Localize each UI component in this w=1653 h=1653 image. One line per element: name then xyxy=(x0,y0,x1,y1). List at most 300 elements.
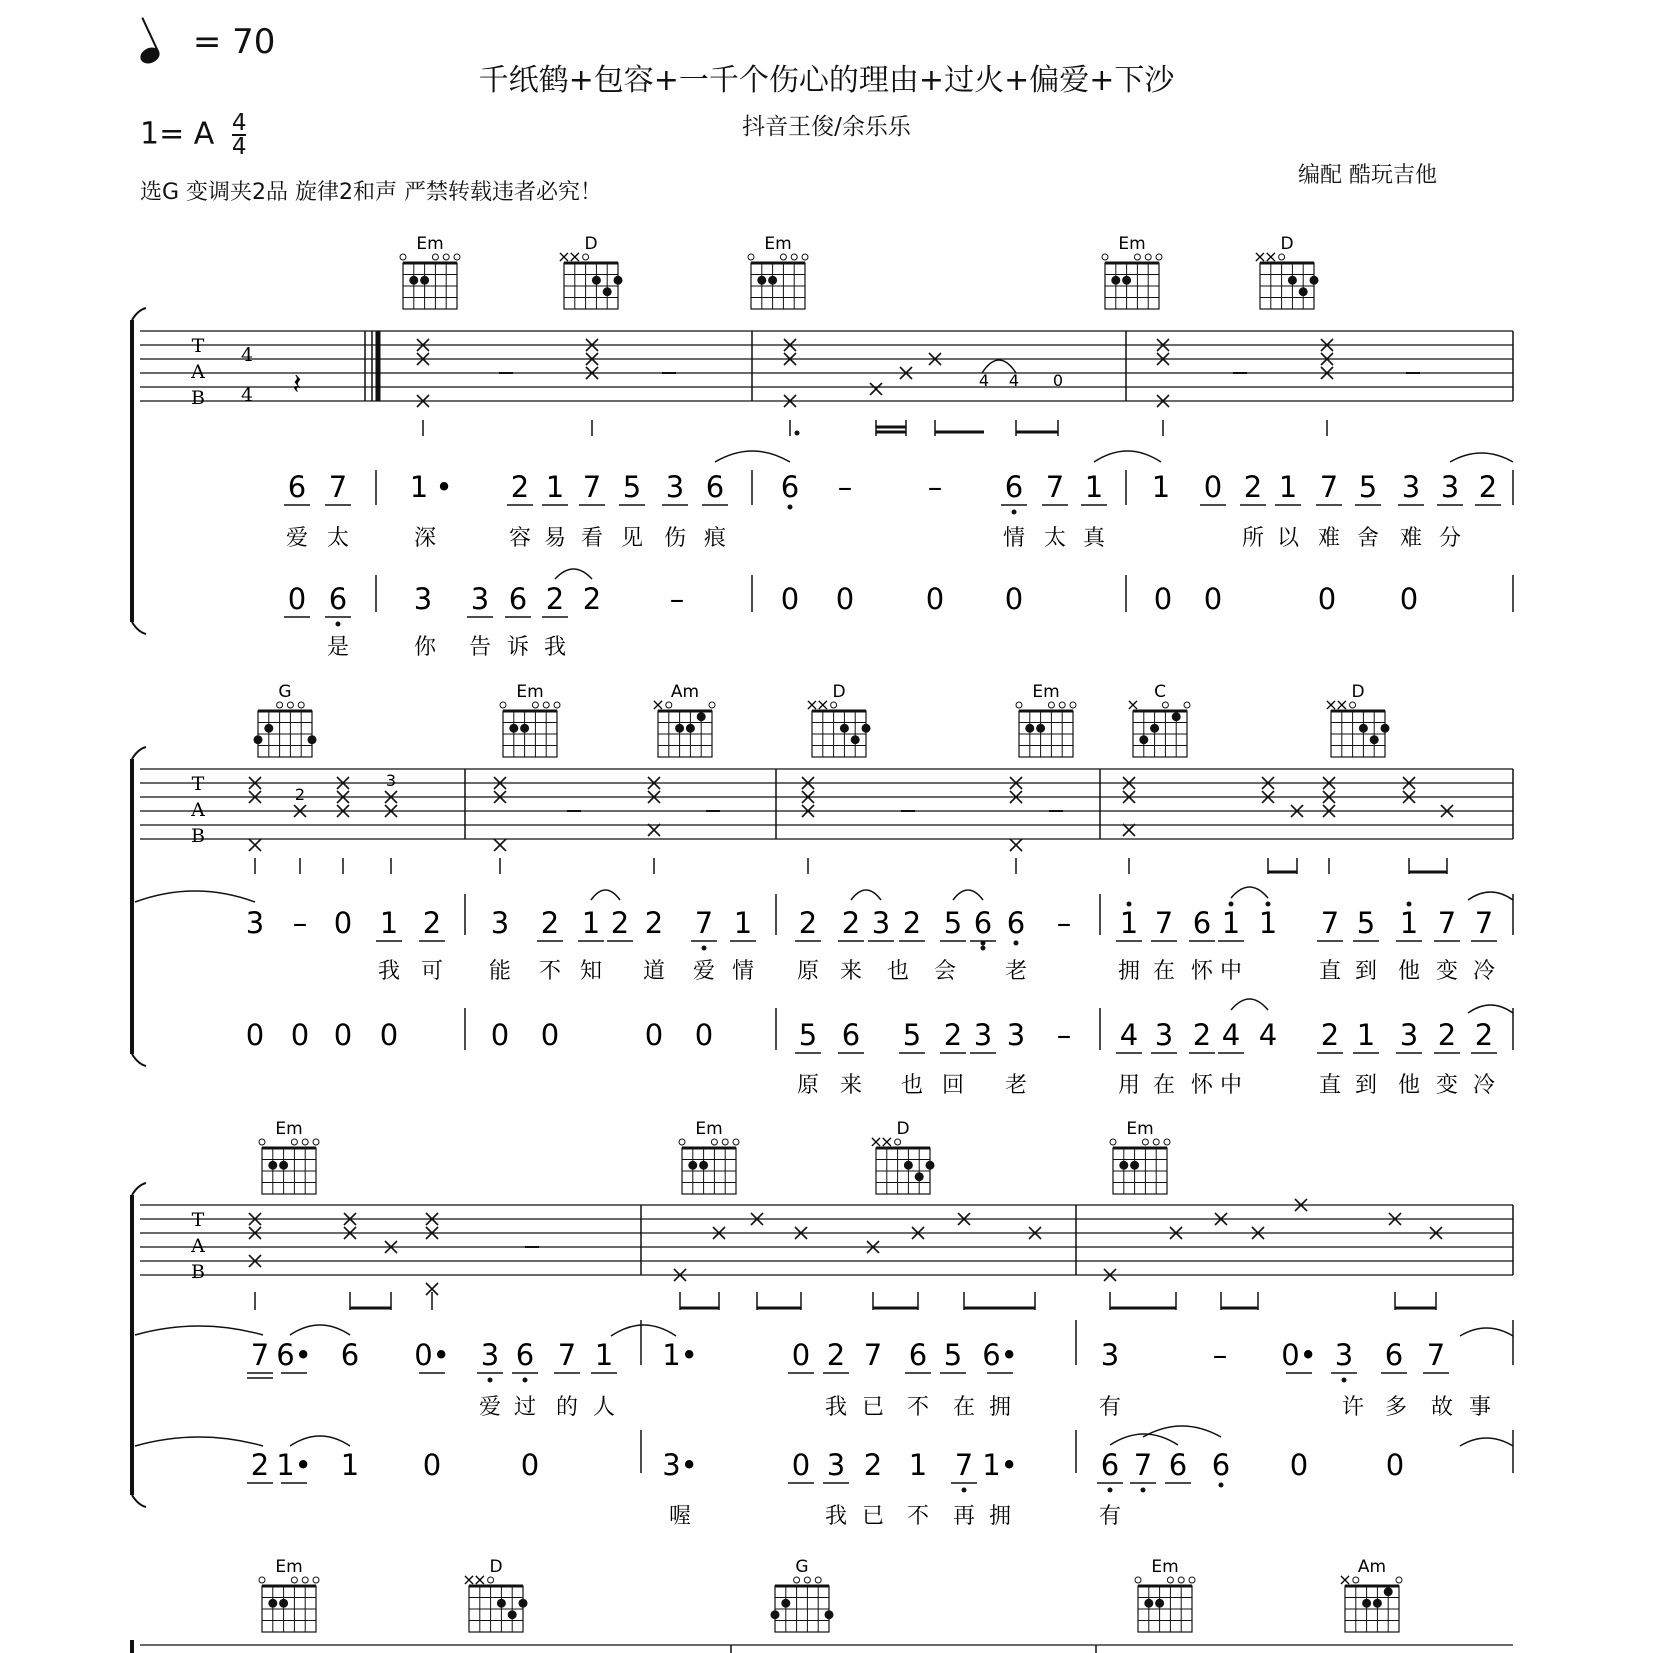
melody-note: 7 xyxy=(694,906,714,940)
open-string-marker xyxy=(1162,702,1168,708)
tab-fret-number: 3 xyxy=(385,771,397,790)
finger-dot xyxy=(603,287,612,296)
chord-name: D xyxy=(896,1119,910,1139)
melody-note: 5 xyxy=(943,1338,963,1372)
finger-dot xyxy=(509,724,518,733)
melody-note: – xyxy=(927,470,943,504)
lyric-char: 冷 xyxy=(1472,1073,1496,1098)
finger-dot xyxy=(699,1161,708,1170)
tie-slur xyxy=(135,891,255,902)
finger-dot xyxy=(519,1599,528,1608)
finger-dot xyxy=(497,1599,506,1608)
tab-label-b: B xyxy=(191,1261,205,1283)
melody-note: 3 xyxy=(665,470,685,504)
melody-note: 3 xyxy=(1334,1338,1354,1372)
muted-string-marker: × xyxy=(1264,247,1278,266)
lyric-char: 原 xyxy=(796,1073,820,1098)
finger-dot xyxy=(1288,276,1297,285)
finger-dot xyxy=(1373,1599,1382,1608)
melody-note: 2 xyxy=(1243,470,1263,504)
chord-name: D xyxy=(832,682,846,702)
finger-dot xyxy=(1119,1161,1128,1170)
harmony-note: 0 xyxy=(1399,582,1419,616)
system-bracket xyxy=(132,747,146,759)
muted-string-marker: × xyxy=(1338,1570,1352,1589)
harmony-note: 6 xyxy=(841,1018,861,1052)
high-octave-dot xyxy=(1127,902,1132,907)
melody-note: 2 xyxy=(510,470,530,504)
muted-string-marker: × xyxy=(1335,695,1349,714)
low-octave-dot xyxy=(788,505,793,510)
harmony-note: 5 xyxy=(902,1018,922,1052)
harmony-note: 0 xyxy=(245,1018,265,1052)
melody-note: 1 xyxy=(1151,470,1171,504)
lyric-char: 老 xyxy=(1004,1073,1028,1098)
muted-string-marker: × xyxy=(816,695,830,714)
low-octave-dot xyxy=(1219,1483,1224,1488)
open-string-marker xyxy=(1145,254,1151,260)
harmony-note: – xyxy=(1056,1018,1072,1052)
open-string-marker xyxy=(1048,702,1054,708)
open-string-marker xyxy=(1178,1577,1184,1583)
lyric-char: 拥 xyxy=(988,1395,1012,1420)
lyric-char: 变 xyxy=(1435,959,1459,984)
melody-note: 1 xyxy=(733,906,753,940)
finger-dot xyxy=(1144,1599,1153,1608)
finger-dot xyxy=(268,1599,277,1608)
open-string-marker xyxy=(500,702,506,708)
melody-note: 1 xyxy=(1258,906,1278,940)
melody-note: 7 xyxy=(1437,906,1457,940)
lyric-char: 许 xyxy=(1341,1395,1365,1420)
lyric-char: 难 xyxy=(1399,526,1423,551)
melody-note: 3 xyxy=(480,1338,500,1372)
melody-note: 6 xyxy=(1004,470,1024,504)
finger-dot xyxy=(851,735,860,744)
lyric-char: 爱 xyxy=(692,959,716,984)
melody-note: 2 xyxy=(826,1338,846,1372)
chord-name: Em xyxy=(1032,682,1060,702)
chord-name: Em xyxy=(516,682,544,702)
open-string-marker xyxy=(1396,1577,1402,1583)
rest-icon: 𝄽 xyxy=(292,367,302,401)
harmony-note: 0 xyxy=(694,1018,714,1052)
open-string-marker xyxy=(802,254,808,260)
melody-note: 2 xyxy=(798,906,818,940)
finger-dot xyxy=(1381,724,1390,733)
dot xyxy=(795,431,800,436)
finger-dot xyxy=(1362,1599,1371,1608)
page-subtitle: 抖音王俊/余乐乐 xyxy=(742,114,911,140)
lyric-char: 在 xyxy=(1152,1073,1176,1098)
lyric-char: 不 xyxy=(906,1504,930,1529)
lyric-char: 难 xyxy=(1317,526,1341,551)
open-string-marker xyxy=(532,702,538,708)
lyric-char: 情 xyxy=(1002,526,1026,551)
tab-fret-number: 0 xyxy=(1052,371,1064,390)
lyric-char: 痕 xyxy=(703,526,727,551)
lyric-char: 诉 xyxy=(506,635,530,660)
open-string-marker xyxy=(748,254,754,260)
harmony-note: 3 xyxy=(973,1018,993,1052)
lyric-char: 太 xyxy=(1043,526,1067,551)
melody-note: 6 xyxy=(908,1338,928,1372)
melody-note: 3 xyxy=(1401,470,1421,504)
low-octave-dot xyxy=(488,1378,493,1383)
open-string-marker xyxy=(400,254,406,260)
melody-note: 7 xyxy=(1426,1338,1446,1372)
open-string-marker xyxy=(287,702,293,708)
melody-note: 1 xyxy=(1399,906,1419,940)
chord-name: Em xyxy=(1118,234,1146,254)
chord-name: Em xyxy=(1151,1557,1179,1577)
melody-note: 1 xyxy=(594,1338,614,1372)
chord-name: Am xyxy=(670,682,700,702)
tie-slur xyxy=(135,1437,263,1446)
finger-dot xyxy=(1370,735,1379,744)
open-string-marker xyxy=(831,702,837,708)
harmony-note: 2 xyxy=(1437,1018,1457,1052)
open-string-marker xyxy=(277,702,283,708)
system-bracket xyxy=(132,1183,146,1195)
finger-dot xyxy=(1310,276,1319,285)
finger-dot xyxy=(279,1161,288,1170)
lyric-char: 直 xyxy=(1318,959,1342,984)
lyric-char: 太 xyxy=(326,526,350,551)
melody-note: 7 xyxy=(328,470,348,504)
finger-dot xyxy=(768,276,777,285)
finger-dot xyxy=(697,712,706,721)
open-string-marker xyxy=(1350,702,1356,708)
lyric-char: 老 xyxy=(1004,959,1028,984)
open-string-marker xyxy=(1189,1577,1195,1583)
harmony-note: 2 xyxy=(943,1018,963,1052)
harmony-note: 2 xyxy=(863,1448,883,1482)
melody-note: 7 xyxy=(250,1338,270,1372)
open-string-marker xyxy=(488,1577,494,1583)
finger-dot xyxy=(1130,1161,1139,1170)
harmony-note: 0 xyxy=(644,1018,664,1052)
melody-note: 2 xyxy=(841,906,861,940)
tie-slur xyxy=(1468,892,1513,900)
lyric-char: 在 xyxy=(952,1395,976,1420)
lyric-char: 也 xyxy=(886,959,910,984)
finger-dot xyxy=(264,724,273,733)
melody-note: 6 xyxy=(1384,1338,1404,1372)
harmony-note: 3 xyxy=(470,582,490,616)
open-string-marker xyxy=(259,1577,265,1583)
lyric-char: 情 xyxy=(731,959,755,984)
lyric-char: 直 xyxy=(1318,1073,1342,1098)
lyric-char: 见 xyxy=(620,526,644,551)
melody-note: 6 xyxy=(705,470,725,504)
finger-dot xyxy=(1111,276,1120,285)
low-octave-dot xyxy=(1342,1378,1347,1383)
lyric-char: 不 xyxy=(906,1395,930,1420)
finger-dot xyxy=(1359,724,1368,733)
chord-name: Em xyxy=(695,1119,723,1139)
lyric-char: 人 xyxy=(592,1395,616,1420)
chord-name: Em xyxy=(416,234,444,254)
melody-note: 5 xyxy=(1356,906,1376,940)
melody-note: 2 xyxy=(1478,470,1498,504)
tie-slur xyxy=(290,1325,350,1335)
open-string-marker xyxy=(711,1139,717,1145)
open-string-marker xyxy=(791,254,797,260)
capo-note: 选G 变调夹2品 旋律2和声 严禁转载违者必究！ xyxy=(140,180,603,205)
harmony-note: 0 xyxy=(287,582,307,616)
open-string-marker xyxy=(443,254,449,260)
tie-slur xyxy=(1460,1328,1513,1336)
chord-name: Em xyxy=(1126,1119,1154,1139)
lyric-char: 他 xyxy=(1397,1073,1421,1098)
tie-slur xyxy=(555,569,592,579)
lyric-char: 会 xyxy=(933,959,957,984)
melody-note: 1 xyxy=(1119,906,1139,940)
melody-note: 3 xyxy=(1440,470,1460,504)
harmony-note: 0 xyxy=(791,1448,811,1482)
finger-dot xyxy=(1172,712,1181,721)
dot xyxy=(981,941,986,946)
harmony-note: 0 xyxy=(780,582,800,616)
tab-label-a: A xyxy=(191,799,205,821)
high-octave-dot xyxy=(1229,902,1234,907)
harmony-note: 3 xyxy=(1154,1018,1174,1052)
melody-note: 3 xyxy=(490,906,510,940)
melody-note: 6 xyxy=(780,470,800,504)
open-string-marker xyxy=(554,702,560,708)
lyric-char: 再 xyxy=(952,1504,976,1529)
harmony-note: 1• xyxy=(276,1448,312,1482)
lyric-char: 爱 xyxy=(285,526,309,551)
time-sig-bottom: 4 xyxy=(231,134,247,160)
lyric-char: 也 xyxy=(900,1073,924,1098)
lyric-char: 能 xyxy=(488,959,512,984)
open-string-marker xyxy=(1279,254,1285,260)
lyric-char: 看 xyxy=(580,526,604,551)
open-string-marker xyxy=(1164,1139,1170,1145)
lyric-char: 怀 xyxy=(1190,959,1214,984)
tie-slur xyxy=(1231,887,1268,898)
finger-dot xyxy=(1155,1599,1164,1608)
finger-dot xyxy=(279,1599,288,1608)
melody-note: • xyxy=(435,470,453,504)
tie-slur xyxy=(1468,1005,1513,1013)
chord-name: Am xyxy=(1357,1557,1387,1577)
tab-label-b: B xyxy=(191,825,205,847)
finger-dot xyxy=(1384,1587,1393,1596)
harmony-note: 4 xyxy=(1119,1018,1139,1052)
chord-name: Em xyxy=(275,1557,303,1577)
open-string-marker xyxy=(543,702,549,708)
low-octave-dot xyxy=(336,622,341,627)
open-string-marker xyxy=(666,702,672,708)
harmony-note: 0 xyxy=(835,582,855,616)
melody-note: 1 xyxy=(379,906,399,940)
lyric-char: 故 xyxy=(1430,1395,1454,1420)
melody-note: 0• xyxy=(1281,1338,1317,1372)
harmony-note: 2 xyxy=(1320,1018,1340,1052)
harmony-note: 0 xyxy=(379,1018,399,1052)
melody-note: 6 xyxy=(1006,906,1026,940)
open-string-marker xyxy=(815,1577,821,1583)
open-string-marker xyxy=(1059,702,1065,708)
system-bracket xyxy=(132,1495,146,1507)
harmony-note: – xyxy=(669,582,685,616)
melody-note: 2 xyxy=(540,906,560,940)
harmony-note: 0 xyxy=(1385,1448,1405,1482)
melody-note: 1 xyxy=(1278,470,1298,504)
melody-note: 6• xyxy=(276,1338,312,1372)
open-string-marker xyxy=(780,254,786,260)
tempo-value: = 70 xyxy=(192,22,276,62)
melody-note: – xyxy=(292,906,308,940)
lyric-char: 真 xyxy=(1082,526,1106,551)
muted-string-marker: × xyxy=(1324,695,1338,714)
tab-fret-number: 4 xyxy=(1008,371,1020,390)
tab-label-b: B xyxy=(191,387,205,409)
tab-fret-number: 4 xyxy=(978,371,990,390)
harmony-note: 1 xyxy=(340,1448,360,1482)
open-string-marker xyxy=(313,1577,319,1583)
finger-dot xyxy=(520,724,529,733)
muted-string-marker: × xyxy=(880,1132,894,1151)
open-string-marker xyxy=(583,254,589,260)
muted-string-marker: × xyxy=(1253,247,1267,266)
finger-dot xyxy=(1036,724,1045,733)
finger-dot xyxy=(675,724,684,733)
finger-dot xyxy=(508,1610,517,1619)
open-string-marker xyxy=(1135,1577,1141,1583)
harmony-note: 0 xyxy=(422,1448,442,1482)
finger-dot xyxy=(420,276,429,285)
open-string-marker xyxy=(1110,1139,1116,1145)
tab-label-a: A xyxy=(191,1235,205,1257)
lyric-char: 到 xyxy=(1354,1073,1378,1098)
open-string-marker xyxy=(291,1139,297,1145)
finger-dot xyxy=(840,724,849,733)
tab-fret-number: 2 xyxy=(294,785,306,804)
melody-note: 7 xyxy=(1320,906,1340,940)
chord-name: Em xyxy=(275,1119,303,1139)
melody-note: 6 xyxy=(287,470,307,504)
finger-dot xyxy=(1025,724,1034,733)
harmony-note: 6 xyxy=(1100,1448,1120,1482)
lyric-char: 道 xyxy=(642,959,666,984)
finger-dot xyxy=(825,1610,834,1619)
low-octave-dot xyxy=(981,946,986,951)
system-bracket xyxy=(132,308,146,320)
chord-name: D xyxy=(584,234,598,254)
finger-dot xyxy=(308,735,317,744)
low-octave-dot xyxy=(702,946,707,951)
harmony-note: 1 xyxy=(1356,1018,1376,1052)
melody-note: 2 xyxy=(610,906,630,940)
tie-slur xyxy=(715,451,790,462)
harmony-note: 2 xyxy=(1192,1018,1212,1052)
lyric-char: 的 xyxy=(555,1395,579,1420)
muted-string-marker: × xyxy=(473,1570,487,1589)
lyric-char: 过 xyxy=(513,1395,537,1420)
harmony-note: 0 xyxy=(1203,582,1223,616)
harmony-note: 0 xyxy=(333,1018,353,1052)
lyric-char: 我 xyxy=(824,1395,848,1420)
melody-note: 2 xyxy=(422,906,442,940)
lyric-char: 拥 xyxy=(1117,959,1141,984)
harmony-note: 3 xyxy=(826,1448,846,1482)
arranger-credit: 编配 酷玩吉他 xyxy=(1298,163,1437,188)
high-octave-dot xyxy=(1266,902,1271,907)
lyric-char: 原 xyxy=(796,959,820,984)
finger-dot xyxy=(1150,724,1159,733)
melody-note: 0 xyxy=(333,906,353,940)
lyric-char: 冷 xyxy=(1472,959,1496,984)
open-string-marker xyxy=(733,1139,739,1145)
lyric-char: 不 xyxy=(538,959,562,984)
harmony-note: 0 xyxy=(520,1448,540,1482)
tab-time-bottom: 4 xyxy=(240,384,254,406)
open-string-marker xyxy=(432,254,438,260)
open-string-marker xyxy=(804,1577,810,1583)
lyric-char: 是 xyxy=(326,635,350,660)
melody-note: 5 xyxy=(943,906,963,940)
finger-dot xyxy=(268,1161,277,1170)
melody-note: 7 xyxy=(1319,470,1339,504)
open-string-marker xyxy=(1156,254,1162,260)
finger-dot xyxy=(1299,287,1308,296)
open-string-marker xyxy=(1134,254,1140,260)
melody-note: 6 xyxy=(515,1338,535,1372)
lyric-char: 变 xyxy=(1435,1073,1459,1098)
lyric-char: 事 xyxy=(1468,1395,1492,1420)
chord-name: D xyxy=(1280,234,1294,254)
melody-note: – xyxy=(1212,1338,1228,1372)
muted-string-marker: × xyxy=(462,1570,476,1589)
open-string-marker xyxy=(454,254,460,260)
melody-note: 6 xyxy=(340,1338,360,1372)
harmony-note: 0 xyxy=(1289,1448,1309,1482)
finger-dot xyxy=(592,276,601,285)
open-string-marker xyxy=(709,702,715,708)
open-string-marker xyxy=(313,1139,319,1145)
melody-note: 7 xyxy=(863,1338,883,1372)
low-octave-dot xyxy=(523,1378,528,1383)
open-string-marker xyxy=(1102,254,1108,260)
lyric-char: 已 xyxy=(861,1395,885,1420)
open-string-marker xyxy=(722,1139,728,1145)
open-string-marker xyxy=(1353,1577,1359,1583)
harmony-note: 0 xyxy=(925,582,945,616)
lyric-char: 我 xyxy=(543,635,567,660)
lyric-char: 来 xyxy=(839,959,863,984)
system-bracket xyxy=(132,1054,146,1066)
finger-dot xyxy=(688,1161,697,1170)
lyric-char: 以 xyxy=(1276,526,1300,551)
open-string-marker xyxy=(679,1139,685,1145)
melody-note: 7 xyxy=(557,1338,577,1372)
muted-string-marker: × xyxy=(805,695,819,714)
lyric-char: 怀 xyxy=(1190,1073,1214,1098)
harmony-note: 7 xyxy=(954,1448,974,1482)
lyric-char: 可 xyxy=(420,959,444,984)
melody-note: 7 xyxy=(1154,906,1174,940)
harmony-note: 3• xyxy=(662,1448,698,1482)
melody-note: – xyxy=(1056,906,1072,940)
finger-dot xyxy=(1122,276,1131,285)
finger-dot xyxy=(254,735,263,744)
high-octave-dot xyxy=(1407,902,1412,907)
open-string-marker xyxy=(291,1577,297,1583)
